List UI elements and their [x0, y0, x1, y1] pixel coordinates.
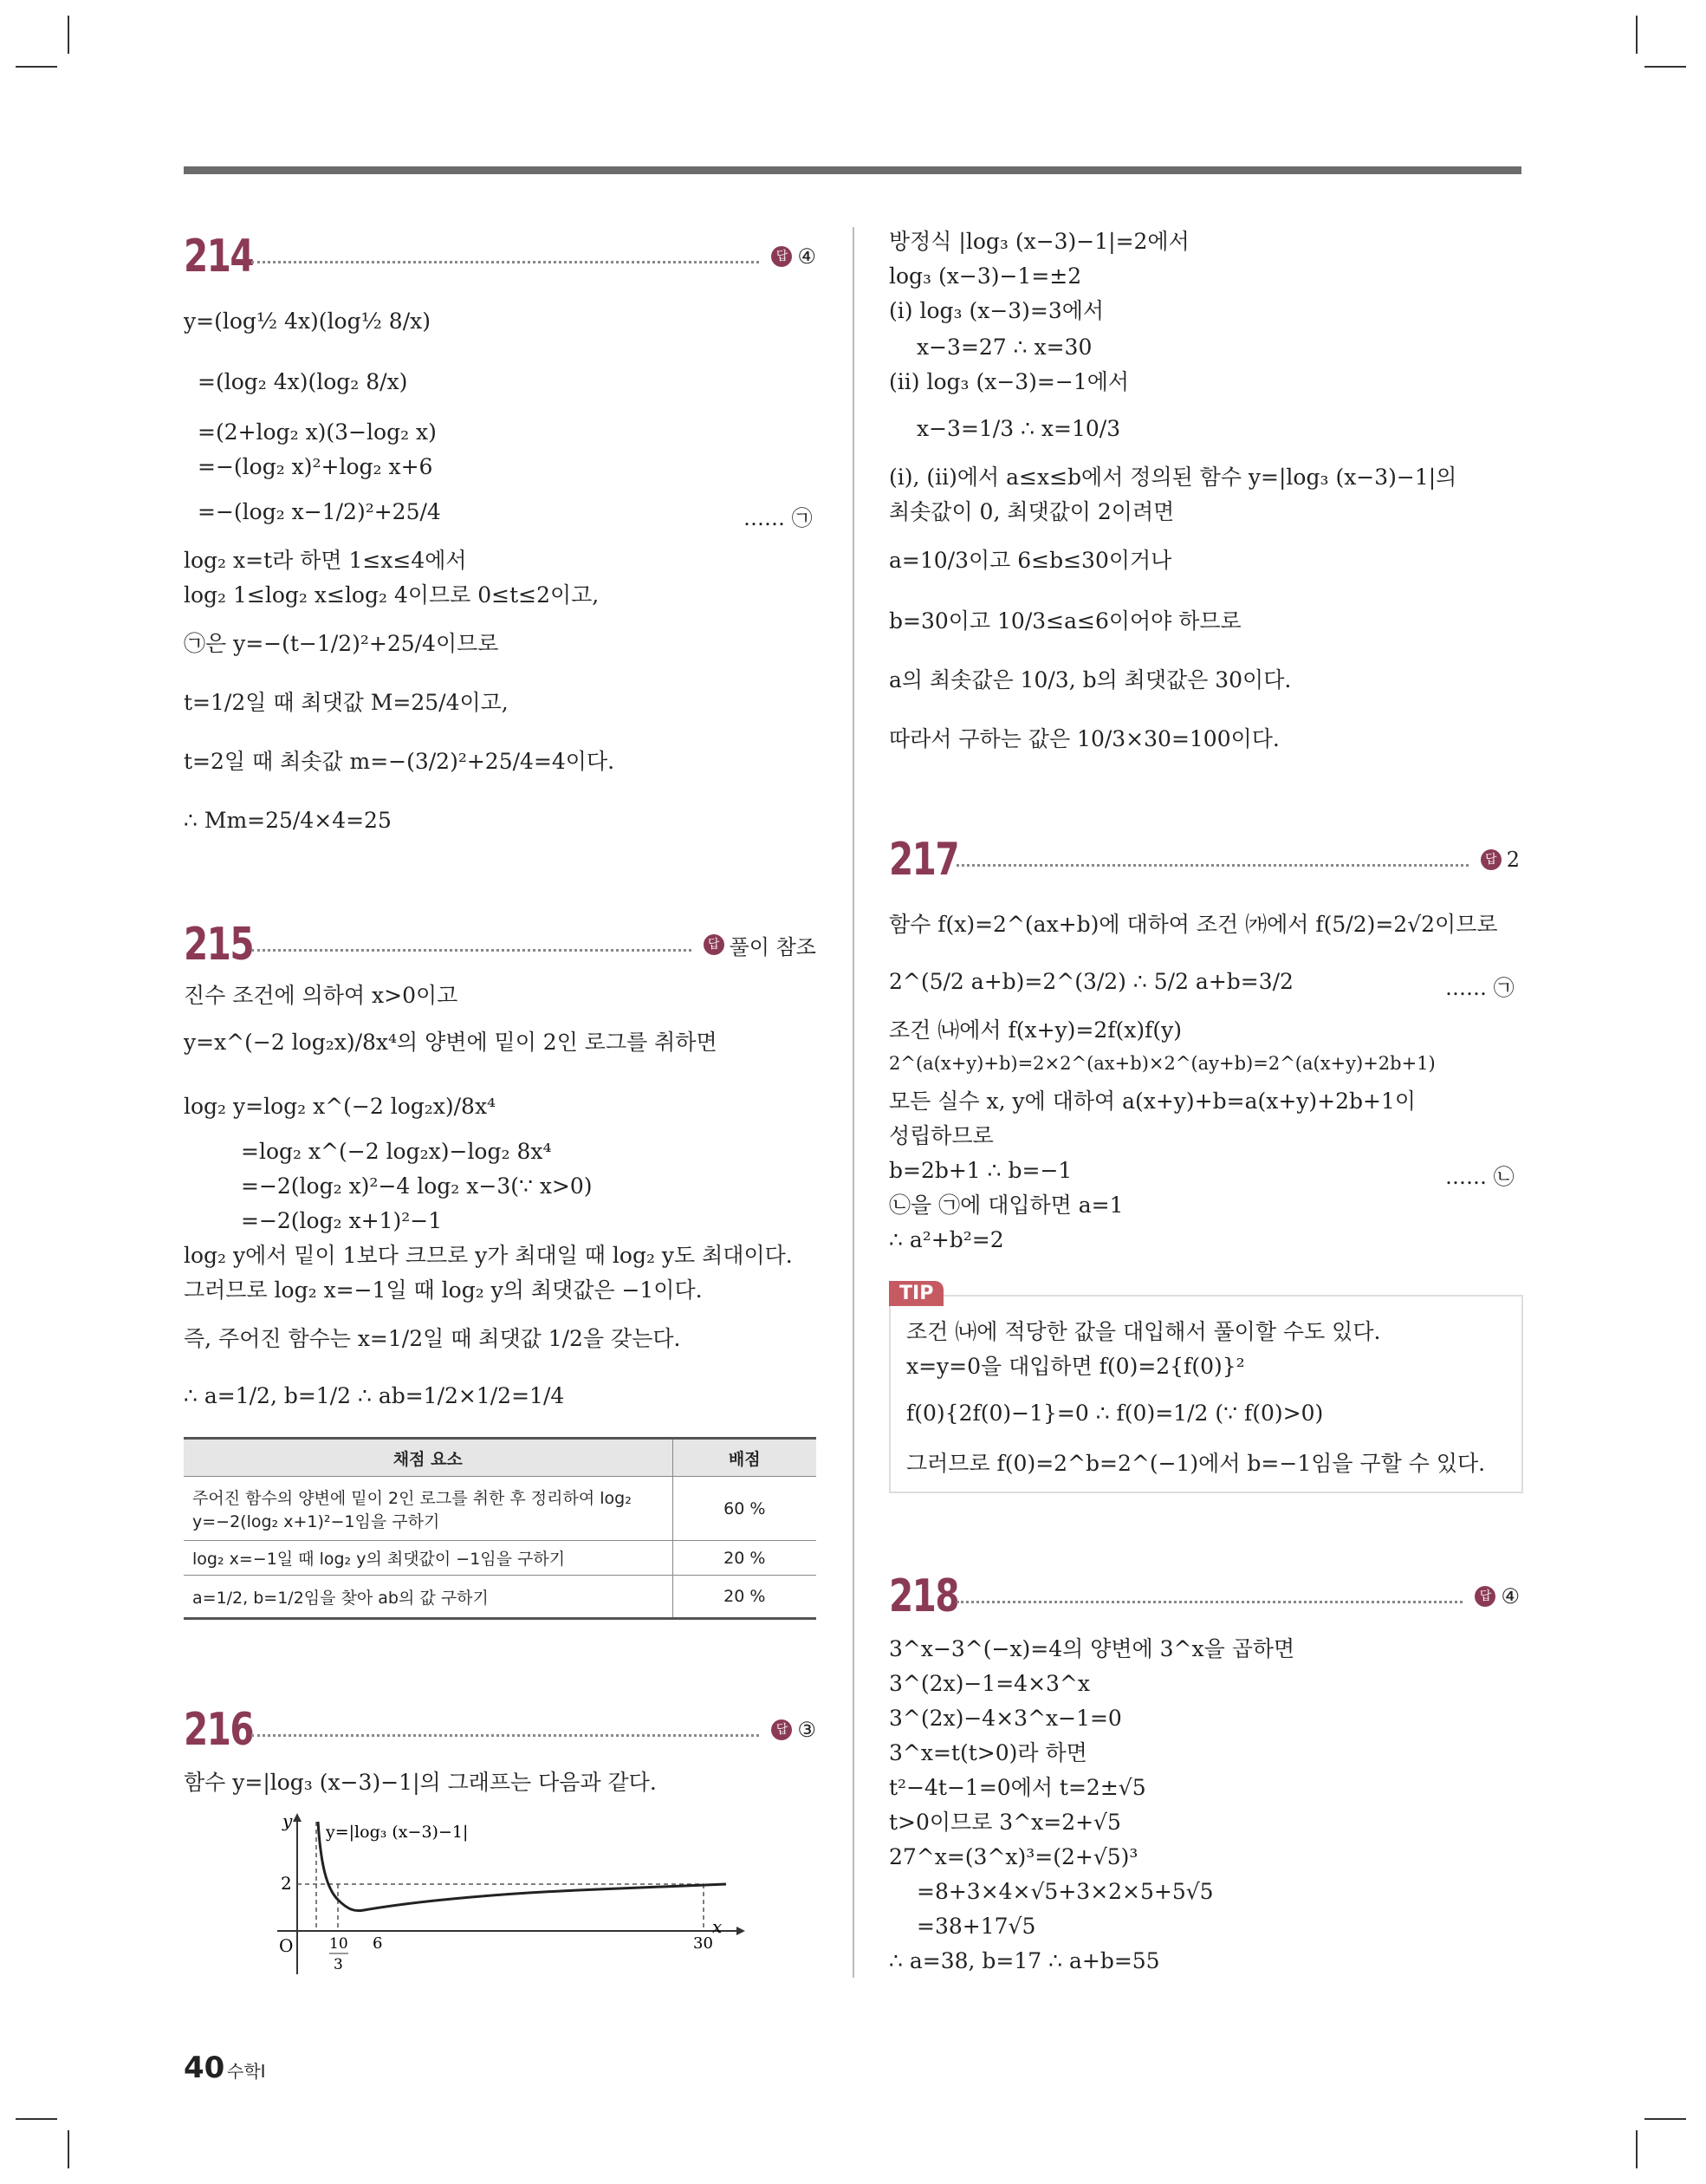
crop-mark — [1636, 16, 1638, 54]
problem-number: 217 — [889, 834, 958, 886]
tip-line: x=y=0을 대입하면 f(0)=2{f(0)}² — [906, 1354, 1245, 1379]
crop-mark — [1644, 66, 1686, 68]
text-line: a의 최솟값은 10/3, b의 최댓값은 30이다. — [889, 667, 1292, 692]
text-line: (ⅰ), (ⅱ)에서 a≤x≤b에서 정의된 함수 y=|log₃ (x−3)−1|의 — [889, 465, 1457, 490]
eq-line: =38+17√5 — [917, 1914, 1036, 1939]
text-line: 함수 f(x)=2^(ax+b)에 대하여 조건 ㈎에서 f(5/2)=2√2이므로 — [889, 912, 1498, 937]
text-line: 함수 y=|log₃ (x−3)−1|의 그래프는 다음과 같다. — [184, 1770, 657, 1795]
text-line: 모든 실수 x, y에 대하여 a(x+y)+b=a(x+y)+2b+1이 — [889, 1089, 1417, 1114]
answer-badge-icon: 답 — [1481, 849, 1502, 870]
origin-label: O — [279, 1935, 294, 1956]
text-line: 따라서 구하는 값은 10/3×30=100이다. — [889, 726, 1280, 751]
eq-line: 3^(2x)−1=4×3^x — [889, 1671, 1090, 1696]
problem-214-header — [184, 231, 816, 283]
text-line: 조건 ㈏에서 f(x+y)=2f(x)f(y) — [889, 1017, 1183, 1043]
x-tick-label-6: 6 — [373, 1934, 383, 1953]
eq-line: 2^(5/2 a+b)=2^(3/2) ∴ 5/2 a+b=3/2 — [889, 969, 1294, 994]
eq-line: =−2(log₂ x)²−4 log₂ x−3(∵ x>0) — [241, 1173, 593, 1199]
text-line: t=2일 때 최솟값 m=−(3/2)²+25/4=4이다. — [184, 749, 615, 774]
text-line: 성립하므로 — [889, 1123, 994, 1148]
tip-line: f(0){2f(0)−1}=0 ∴ f(0)=1/2 (∵ f(0)>0) — [906, 1401, 1324, 1426]
eq-line: x−3=1/3 ∴ x=10/3 — [917, 416, 1121, 441]
answer — [1475, 1584, 1520, 1609]
x-tick-label-30: 30 — [693, 1934, 713, 1953]
eq-line: =(log₂ 4x)(log₂ 8/x) — [198, 369, 408, 394]
grading-table — [184, 1437, 816, 1620]
answer-badge-icon: 답 — [771, 1719, 792, 1740]
y-axis-arrow — [293, 1813, 302, 1822]
leader-dots — [251, 1734, 759, 1737]
eq-line: =8+3×4×√5+3×2×5+5√5 — [917, 1879, 1214, 1904]
table-row — [184, 1541, 816, 1576]
eq-line: (ⅱ) log₃ (x−3)=−1에서 — [889, 369, 1130, 394]
answer-badge-icon: 답 — [771, 246, 792, 267]
answer — [1481, 848, 1520, 872]
eq-line: =−(log₂ x−1/2)²+25/4 — [198, 499, 441, 524]
crop-mark — [68, 16, 69, 54]
answer-badge-icon: 답 — [704, 934, 724, 955]
eq-line: log₂ y=log₂ x^(−2 log₂x)/8x⁴ — [184, 1094, 496, 1119]
problem-number: 214 — [184, 231, 253, 283]
problem-217-header — [889, 834, 1520, 886]
eq-line: 27^x=(3^x)³=(2+√5)³ — [889, 1844, 1138, 1869]
eq-line: log₃ (x−3)−1=±2 — [889, 263, 1082, 289]
function-label: y=|log₃ (x−3)−1| — [326, 1823, 469, 1842]
crop-mark — [16, 2118, 57, 2120]
crop-mark — [1644, 2118, 1686, 2120]
problem-215-header — [184, 919, 816, 971]
eq-line: 3^(2x)−4×3^x−1=0 — [889, 1706, 1122, 1731]
crop-mark — [68, 2130, 69, 2168]
text-line: log₂ 1≤log₂ x≤log₂ 4이므로 0≤t≤2이고, — [184, 582, 600, 608]
subject-label: 수학Ⅰ — [227, 2061, 266, 2082]
eq-line: t>0이므로 3^x=2+√5 — [889, 1810, 1121, 1835]
eq-line: 2^(a(x+y)+b)=2×2^(ax+b)×2^(ay+b)=2^(a(x+y)+2b+1) — [889, 1053, 1436, 1074]
text-line: 그러므로 log₂ x=−1일 때 log₂ y의 최댓값은 −1이다. — [184, 1277, 703, 1303]
x-axis-label: x — [712, 1916, 723, 1937]
table-cell: 20 % — [672, 1541, 816, 1576]
text-line: 최솟값이 0, 최댓값이 2이려면 — [889, 499, 1175, 524]
eq-line: y=(log½ 4x)(log½ 8/x) — [184, 309, 431, 334]
log-graph — [269, 1810, 754, 1979]
text-line: y=x^(−2 log₂x)/8x⁴의 양변에 밑이 2인 로그를 취하면 — [184, 1030, 717, 1055]
eq-line: x−3=27 ∴ x=30 — [917, 335, 1093, 360]
eq-line: =log₂ x^(−2 log₂x)−log₂ 8x⁴ — [241, 1139, 552, 1164]
eq-line: b=2b+1 ∴ b=−1 — [889, 1158, 1073, 1183]
table-cell: 20 % — [672, 1576, 816, 1619]
leader-dots — [957, 864, 1469, 867]
crop-mark — [1636, 2130, 1638, 2168]
table-row — [184, 1477, 816, 1541]
text-line: t=1/2일 때 최댓값 M=25/4이고, — [184, 690, 509, 715]
table-cell: log₂ x=−1일 때 log₂ y의 최댓값이 −1임을 구하기 — [184, 1541, 672, 1576]
tip-line: 조건 ㈏에 적당한 값을 대입해서 풀이할 수도 있다. — [906, 1319, 1381, 1344]
text-line: b=30이고 10/3≤a≤6이어야 하므로 — [889, 608, 1242, 634]
eq-line: t²−4t−1=0에서 t=2±√5 — [889, 1775, 1146, 1800]
text-line: 3^x=t(t>0)라 하면 — [889, 1740, 1087, 1765]
tip-line: 그러므로 f(0)=2^b=2^(−1)에서 b=−1임을 구할 수 있다. — [906, 1451, 1486, 1476]
eq-marker: …… ㉠ — [743, 506, 813, 530]
answer — [771, 244, 816, 269]
answer-value: ③ — [797, 1718, 816, 1742]
eq-line: =(2+log₂ x)(3−log₂ x) — [198, 419, 437, 445]
problem-218-header — [889, 1570, 1520, 1622]
table-cell: 60 % — [672, 1477, 816, 1541]
eq-line: ∴ a²+b²=2 — [889, 1227, 1004, 1252]
text-line: ㉡을 ㉠에 대입하면 a=1 — [889, 1193, 1124, 1218]
x-axis-arrow — [736, 1927, 745, 1935]
page-number: 40 — [184, 2051, 225, 2085]
y-tick-label: 2 — [281, 1873, 292, 1894]
answer-value: 풀이 참조 — [729, 934, 816, 959]
problem-number: 215 — [184, 919, 253, 971]
answer-value: ④ — [797, 244, 816, 269]
x-tick-label-10: 10 — [329, 1935, 348, 1953]
eq-marker: …… ㉡ — [1445, 1165, 1515, 1189]
text-line: log₂ y에서 밑이 1보다 크므로 y가 최대일 때 log₂ y도 최대이다. — [184, 1243, 793, 1268]
text-line: 즉, 주어진 함수는 x=1/2일 때 최댓값 1/2을 갖는다. — [184, 1326, 681, 1351]
text-line: ∴ Mm=25/4×4=25 — [184, 808, 392, 833]
x-tick-label-3: 3 — [334, 1956, 343, 1973]
column-divider — [853, 227, 854, 1978]
header-rule — [184, 166, 1521, 174]
table-header: 배점 — [672, 1439, 816, 1477]
table-cell: 주어진 함수의 양변에 밑이 2인 로그를 취한 후 정리하여 log₂ y=−2(log₂ x+1)²−1임을 구하기 — [184, 1477, 672, 1541]
answer — [771, 1718, 816, 1742]
leader-dots — [957, 1601, 1463, 1603]
text-line: a=10/3이고 6≤b≤30이거나 — [889, 548, 1172, 573]
text-line: ㉠은 y=−(t−1/2)²+25/4이므로 — [184, 631, 499, 656]
eq-line: ∴ a=38, b=17 ∴ a+b=55 — [889, 1948, 1160, 1973]
eq-line: =−2(log₂ x+1)²−1 — [241, 1208, 443, 1233]
table-cell: a=1/2, b=1/2임을 찾아 ab의 값 구하기 — [184, 1576, 672, 1619]
eq-line: (ⅰ) log₃ (x−3)=3에서 — [889, 298, 1105, 323]
problem-number: 218 — [889, 1570, 958, 1622]
answer-value: 2 — [1506, 848, 1520, 872]
text-line: ∴ a=1/2, b=1/2 ∴ ab=1/2×1/2=1/4 — [184, 1383, 565, 1408]
problem-216-header — [184, 1704, 816, 1756]
answer-value: ④ — [1501, 1584, 1520, 1609]
text-line: 3^x−3^(−x)=4의 양변에 3^x을 곱하면 — [889, 1636, 1295, 1661]
y-axis-label: y — [282, 1810, 293, 1831]
text-line: log₂ x=t라 하면 1≤x≤4에서 — [184, 548, 467, 573]
leader-dots — [251, 949, 691, 952]
tip-label: TIP — [889, 1281, 944, 1306]
answer — [704, 930, 816, 960]
leader-dots — [251, 261, 759, 263]
text-line: 진수 조건에 의하여 x>0이고 — [184, 983, 458, 1008]
answer-badge-icon: 답 — [1475, 1586, 1495, 1607]
text-line: 방정식 |log₃ (x−3)−1|=2에서 — [889, 229, 1190, 254]
problem-number: 216 — [184, 1704, 253, 1756]
eq-line: =−(log₂ x)²+log₂ x+6 — [198, 454, 433, 479]
table-header: 채점 요소 — [184, 1439, 672, 1477]
table-row — [184, 1576, 816, 1619]
crop-mark — [16, 66, 57, 68]
eq-marker: …… ㉠ — [1445, 976, 1515, 1000]
